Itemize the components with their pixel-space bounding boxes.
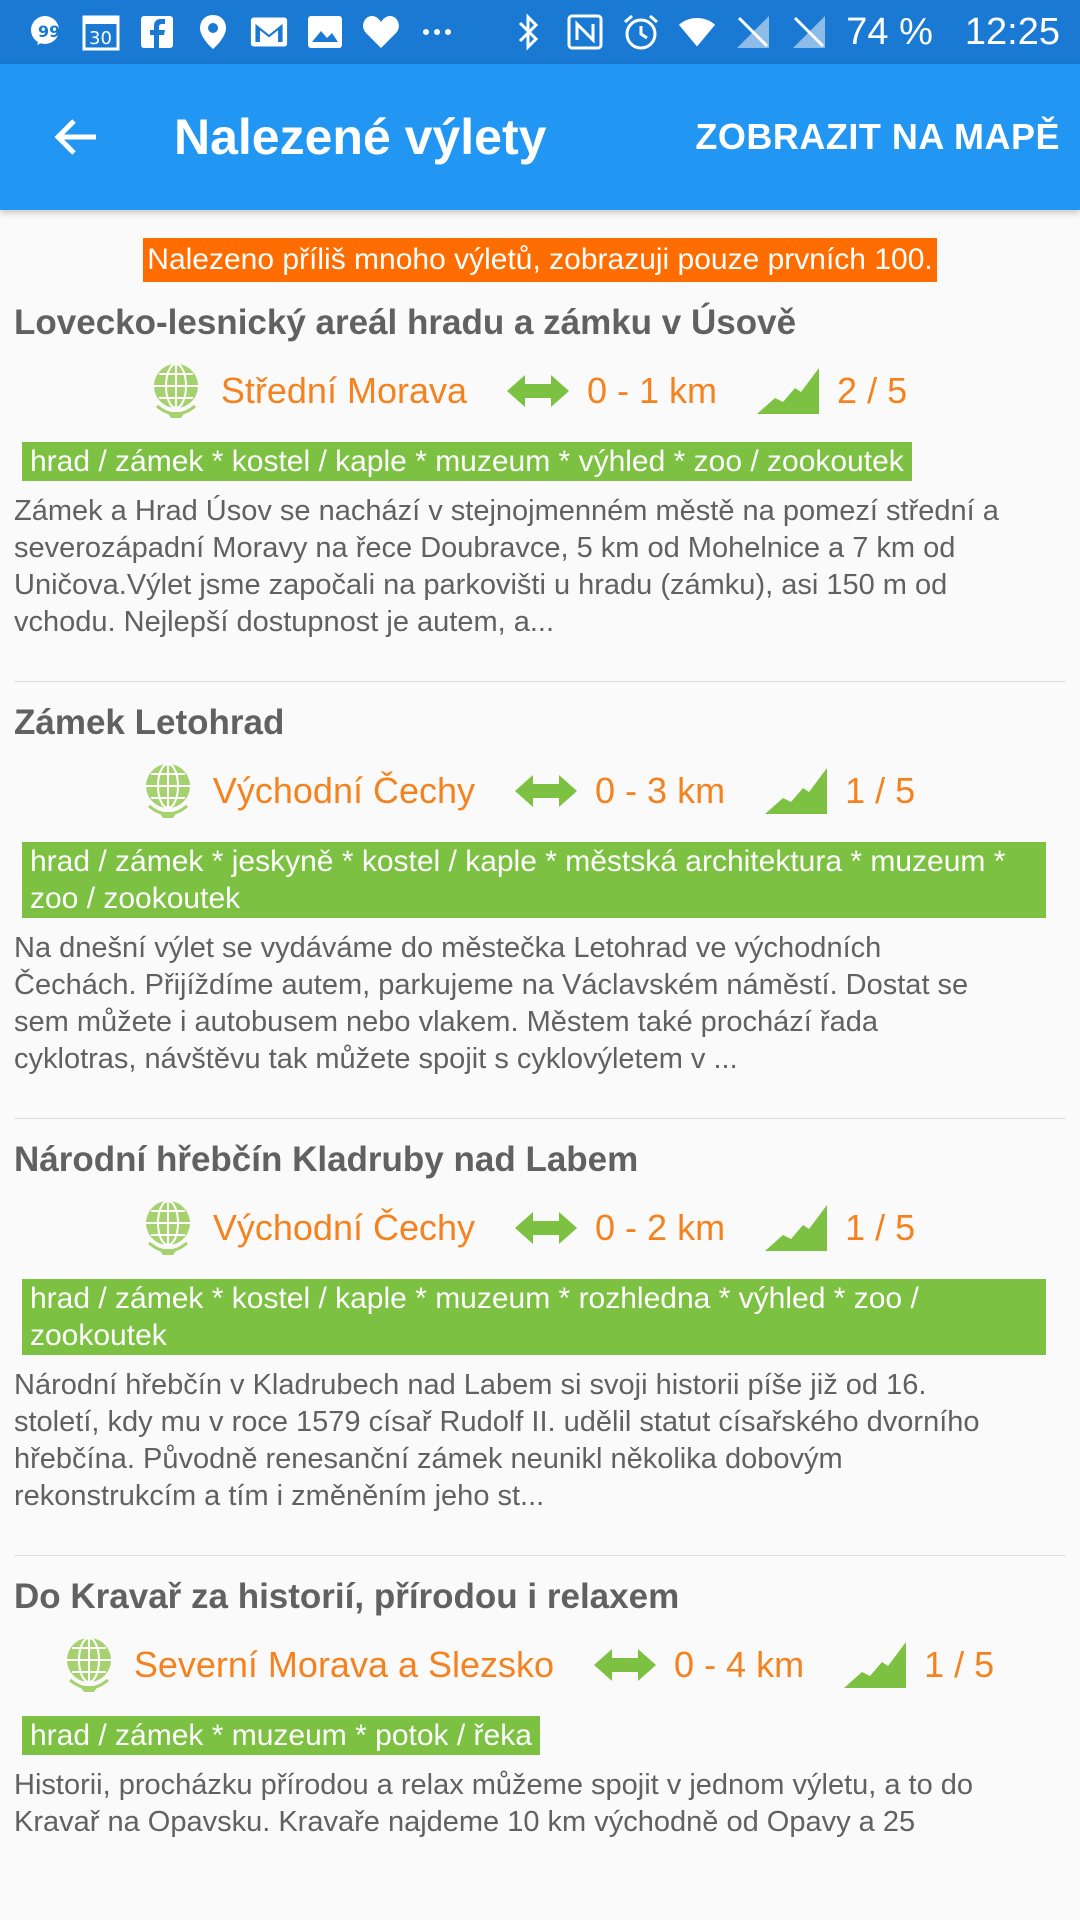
trip-title[interactable]: Národní hřebčín Kladruby nad Labem <box>14 1140 639 1179</box>
globe-icon <box>139 760 197 822</box>
region-group <box>147 360 467 422</box>
distance-group <box>505 370 717 412</box>
clock: 12:25 <box>964 10 1060 53</box>
distance-group <box>513 770 725 812</box>
trip-tags: hrad / zámek * jeskyně * kostel / kaple * městská architektura * muzeum * zoo / zookoutek <box>22 842 1046 918</box>
trip-region: Východní Čechy <box>212 1207 476 1248</box>
region-group <box>139 1197 475 1259</box>
trip-distance: 0 - 2 km <box>595 1207 726 1248</box>
status-bar-notifications <box>26 13 456 51</box>
trip-distance: 0 - 4 km <box>674 1644 805 1685</box>
trip-title[interactable]: Zámek Letohrad <box>14 703 285 742</box>
trip-title[interactable]: Do Kravař za historií, přírodou i relaxem <box>14 1577 680 1616</box>
trip-meta <box>0 1622 1066 1708</box>
more-notifications-icon <box>418 13 456 51</box>
trip-region: Severní Morava a Slezsko <box>133 1644 555 1685</box>
trip-description: Na dnešní výlet se vydáváme do městečka Letohrad ve východních Čechách. Přijíždíme autem, parkujeme na Václavském náměstí. Dostat se sem můžete i autobusem nebo vlakem. Městem také prochází řada cyklotras, návštěvu tak můžete spojit s cyklovýletem v ... <box>14 932 969 1075</box>
difficulty-group <box>842 1640 994 1690</box>
trip-title[interactable]: Lovecko-lesnický areál hradu a zámku v Úsově <box>14 303 797 342</box>
region-group <box>60 1634 554 1696</box>
difficulty-group <box>755 366 907 416</box>
globe-icon <box>60 1634 118 1696</box>
distance-group <box>592 1644 804 1686</box>
trip-meta <box>0 748 1066 834</box>
svg-text:99: 99 <box>38 22 61 41</box>
trip-card[interactable] <box>14 698 1066 1119</box>
no-signal-sim2-icon <box>790 13 828 51</box>
globe-icon <box>139 1197 197 1259</box>
trip-tags: hrad / zámek * muzeum * potok / řeka <box>22 1716 540 1755</box>
elevation-hill-icon <box>755 366 821 416</box>
nfc-icon <box>566 13 604 51</box>
trip-difficulty: 1 / 5 <box>845 770 916 811</box>
page-title: Nalezené výlety <box>174 109 547 165</box>
trip-description: Národní hřebčín v Kladrubech nad Labem si svoji historii píše již od 16. století, kdy mu v roce 1579 císař Rudolf II. udělil statut císařského dvorního hřebčína. Původně renesanční zámek neunikl několika dobovým rekonstrukcím a tím i změněním jeho st... <box>14 1369 980 1512</box>
heart-icon <box>362 13 400 51</box>
distance-arrows-icon <box>592 1645 658 1685</box>
region-group <box>139 760 475 822</box>
trip-list <box>0 238 1080 1881</box>
status-bar-system <box>510 11 1060 54</box>
distance-arrows-icon <box>513 1208 579 1248</box>
trip-difficulty: 2 / 5 <box>837 370 908 411</box>
trip-region: Východní Čechy <box>212 770 476 811</box>
trip-tags: hrad / zámek * kostel / kaple * muzeum * rozhledna * výhled * zoo / zookoutek <box>22 1279 1046 1355</box>
difficulty-group <box>763 766 915 816</box>
trip-meta <box>0 1185 1066 1271</box>
trip-tags: hrad / zámek * kostel / kaple * muzeum * výhled * zoo / zookoutek <box>22 442 912 481</box>
elevation-hill-icon <box>763 766 829 816</box>
globe-icon <box>147 360 205 422</box>
no-signal-sim1-icon <box>734 13 772 51</box>
bluetooth-icon <box>510 13 548 51</box>
image-icon <box>306 13 344 51</box>
too-many-results-warning: Nalezeno příliš mnoho výletů, zobrazuji pouze prvních 100. <box>143 238 936 282</box>
facebook-icon <box>138 13 176 51</box>
alarm-icon <box>622 13 660 51</box>
show-on-map-button[interactable]: ZOBRAZIT NA MAPĚ <box>695 116 1060 157</box>
arrow-back-icon <box>54 117 98 157</box>
svg-text:30: 30 <box>89 28 112 49</box>
trip-description: Historii, procházku přírodou a relax můžeme spojit v jednom výletu, a to do Kravař na Opavsku. Kravaře najdeme 10 km východně od Opavy a 25 <box>14 1769 974 1838</box>
elevation-hill-icon <box>763 1203 829 1253</box>
distance-arrows-icon <box>513 771 579 811</box>
trip-distance: 0 - 3 km <box>595 770 726 811</box>
trip-difficulty: 1 / 5 <box>845 1207 916 1248</box>
elevation-hill-icon <box>842 1640 908 1690</box>
battery-level: 74 % <box>846 10 933 53</box>
difficulty-group <box>763 1203 915 1253</box>
app-bar <box>0 64 1080 210</box>
trip-card[interactable] <box>14 1135 1066 1556</box>
status-bar <box>0 0 1080 64</box>
back-button[interactable] <box>46 107 106 167</box>
trip-meta <box>0 348 1066 434</box>
trip-description: Zámek a Hrad Úsov se nachází v stejnojmenném městě na pomezí střední a severozápadní Moravy na řece Doubravce, 5 km od Mohelnice a 7 km od Uničova.Výlet jsme započali na parkovišti u hradu (zámku), asi 150 m od vchodu. Nejlepší dostupnost je autem, a... <box>14 495 999 638</box>
location-pin-icon <box>194 13 232 51</box>
distance-arrows-icon <box>505 371 571 411</box>
trip-card[interactable] <box>14 1572 1066 1881</box>
wifi-icon <box>678 13 716 51</box>
trip-difficulty: 1 / 5 <box>924 1644 995 1685</box>
gmail-icon <box>250 13 288 51</box>
trip-region: Střední Morava <box>220 370 468 411</box>
trip-distance: 0 - 1 km <box>587 370 718 411</box>
calendar-icon <box>82 13 120 51</box>
quote-bubble-icon <box>26 13 64 51</box>
distance-group <box>513 1207 725 1249</box>
trip-card[interactable] <box>14 298 1066 682</box>
